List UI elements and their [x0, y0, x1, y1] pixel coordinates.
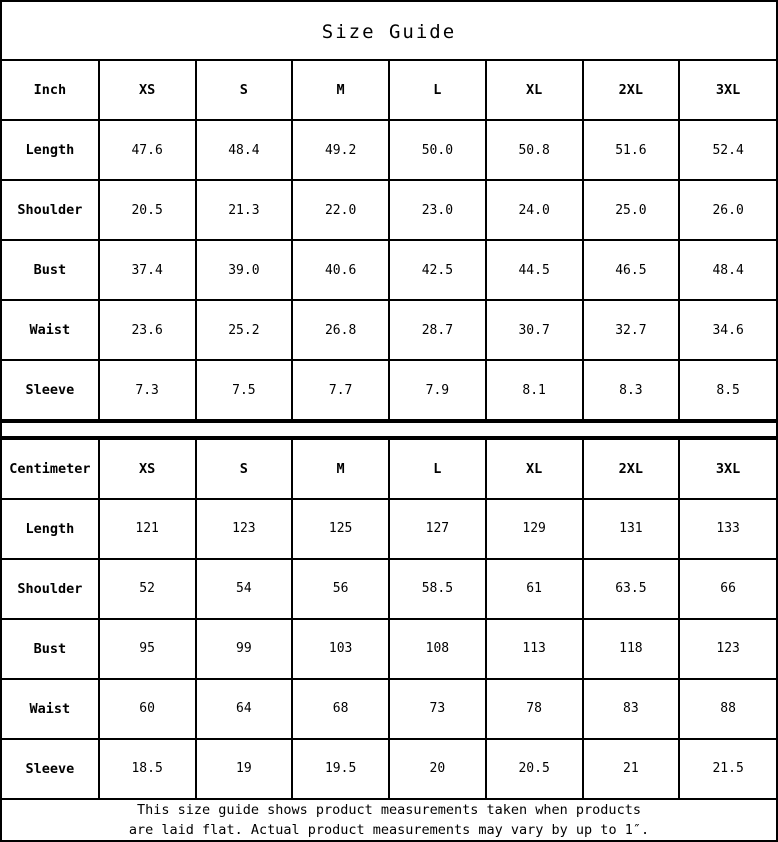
cell: 131	[583, 499, 680, 559]
cell: 20.5	[486, 739, 583, 799]
cell: 103	[292, 619, 389, 679]
unit-header-centimeter: Centimeter	[2, 439, 99, 499]
cell: 56	[292, 559, 389, 619]
cell: 118	[583, 619, 680, 679]
cell: 88	[679, 679, 776, 739]
cell: 32.7	[583, 300, 680, 360]
row-label-shoulder: Shoulder	[2, 180, 99, 240]
table-row	[2, 619, 776, 679]
cell: 23.6	[99, 300, 196, 360]
table-row	[2, 120, 776, 180]
cell: 125	[292, 499, 389, 559]
cell: 46.5	[583, 240, 680, 300]
cell: 133	[679, 499, 776, 559]
size-header-xl: XL	[486, 439, 583, 499]
cell: 7.9	[389, 360, 486, 420]
row-label-bust: Bust	[2, 240, 99, 300]
cell: 64	[196, 679, 293, 739]
cell: 129	[486, 499, 583, 559]
row-label-waist: Waist	[2, 679, 99, 739]
cell: 8.3	[583, 360, 680, 420]
cell: 22.0	[292, 180, 389, 240]
cell: 25.2	[196, 300, 293, 360]
size-header-l: L	[389, 439, 486, 499]
cell: 7.3	[99, 360, 196, 420]
table-row	[2, 679, 776, 739]
cell: 24.0	[486, 180, 583, 240]
footer-note-line-1: This size guide shows product measurements taken when products	[137, 801, 641, 818]
cell: 52	[99, 559, 196, 619]
size-header-l: L	[389, 60, 486, 120]
footer-note	[2, 800, 776, 841]
cell: 42.5	[389, 240, 486, 300]
size-header-3xl: 3XL	[679, 439, 776, 499]
size-header-3xl: 3XL	[679, 60, 776, 120]
cell: 44.5	[486, 240, 583, 300]
size-header-s: S	[196, 60, 293, 120]
cell: 21.5	[679, 739, 776, 799]
cell: 8.5	[679, 360, 776, 420]
size-header-m: M	[292, 439, 389, 499]
page-title: Size Guide	[321, 21, 457, 43]
centimeter-size-table	[2, 438, 776, 800]
size-header-m: M	[292, 60, 389, 120]
cell: 58.5	[389, 559, 486, 619]
size-header-xs: XS	[99, 439, 196, 499]
cell: 30.7	[486, 300, 583, 360]
cell: 47.6	[99, 120, 196, 180]
cell: 50.0	[389, 120, 486, 180]
cell: 60	[99, 679, 196, 739]
size-header-2xl: 2XL	[583, 60, 680, 120]
unit-header-inch: Inch	[2, 60, 99, 120]
table-row	[2, 180, 776, 240]
cell: 123	[679, 619, 776, 679]
cell: 37.4	[99, 240, 196, 300]
cell: 52.4	[679, 120, 776, 180]
cell: 78	[486, 679, 583, 739]
cell: 26.0	[679, 180, 776, 240]
cell: 95	[99, 619, 196, 679]
cell: 66	[679, 559, 776, 619]
size-header-2xl: 2XL	[583, 439, 680, 499]
inch-size-table	[2, 59, 776, 421]
row-label-length: Length	[2, 120, 99, 180]
cell: 51.6	[583, 120, 680, 180]
footer-note-line-2: are laid flat. Actual product measurements may vary by up to 1″.	[128, 821, 650, 838]
size-header-xs: XS	[99, 60, 196, 120]
cell: 26.8	[292, 300, 389, 360]
table-row	[2, 739, 776, 799]
cell: 73	[389, 679, 486, 739]
table-header-row	[2, 439, 776, 499]
table-header-row	[2, 60, 776, 120]
cell: 21	[583, 739, 680, 799]
table-row	[2, 499, 776, 559]
row-label-length: Length	[2, 499, 99, 559]
cell: 68	[292, 679, 389, 739]
row-label-bust: Bust	[2, 619, 99, 679]
table-row	[2, 559, 776, 619]
cell: 121	[99, 499, 196, 559]
cell: 19	[196, 739, 293, 799]
cell: 108	[389, 619, 486, 679]
cell: 18.5	[99, 739, 196, 799]
cell: 25.0	[583, 180, 680, 240]
inch-table-wrapper	[2, 59, 776, 421]
cell: 54	[196, 559, 293, 619]
table-row	[2, 300, 776, 360]
cell: 50.8	[486, 120, 583, 180]
cell: 127	[389, 499, 486, 559]
cell: 63.5	[583, 559, 680, 619]
row-label-waist: Waist	[2, 300, 99, 360]
cell: 40.6	[292, 240, 389, 300]
size-header-xl: XL	[486, 60, 583, 120]
cell: 99	[196, 619, 293, 679]
row-label-sleeve: Sleeve	[2, 360, 99, 420]
cell: 83	[583, 679, 680, 739]
cell: 48.4	[679, 240, 776, 300]
cell: 113	[486, 619, 583, 679]
cell: 39.0	[196, 240, 293, 300]
cell: 48.4	[196, 120, 293, 180]
cell: 20	[389, 739, 486, 799]
cell: 7.7	[292, 360, 389, 420]
cell: 8.1	[486, 360, 583, 420]
table-row	[2, 240, 776, 300]
cell: 20.5	[99, 180, 196, 240]
centimeter-table-wrapper	[2, 438, 776, 800]
cell: 23.0	[389, 180, 486, 240]
cell: 34.6	[679, 300, 776, 360]
cell: 61	[486, 559, 583, 619]
size-header-s: S	[196, 439, 293, 499]
cell: 28.7	[389, 300, 486, 360]
cell: 21.3	[196, 180, 293, 240]
table-separator	[2, 421, 776, 438]
cell: 7.5	[196, 360, 293, 420]
row-label-shoulder: Shoulder	[2, 559, 99, 619]
table-row	[2, 360, 776, 420]
cell: 49.2	[292, 120, 389, 180]
row-label-sleeve: Sleeve	[2, 739, 99, 799]
cell: 123	[196, 499, 293, 559]
cell: 19.5	[292, 739, 389, 799]
